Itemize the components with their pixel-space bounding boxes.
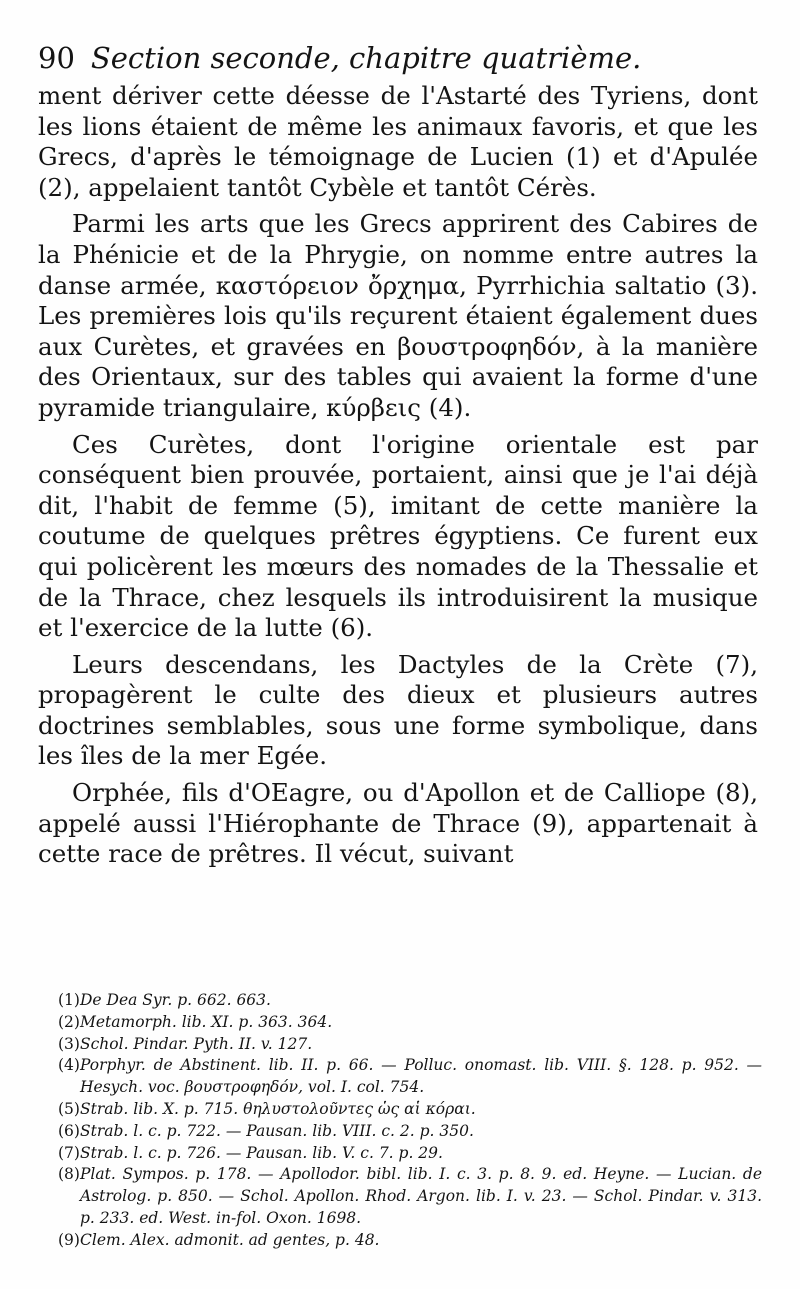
paragraph: Ces Curètes, dont l'origine orientale est par conséquent bien prouvée, portaient, ainsi que je l'ai déjà dit, l'habit de femme (5), imitant de cette manière la coutume de quelques prêtres égyptiens. Ce furent eux qui policèrent les mœurs des nomades de la Thessalie et de la Thrace, chez lesquels ils introduisirent la musique et l'exercice de la lutte (6). (38, 429, 758, 643)
footnote-number: (3) (58, 1034, 80, 1053)
footnote-text: Clem. Alex. admonit. ad gentes, p. 48. (80, 1230, 380, 1249)
footnote-number: (5) (58, 1099, 80, 1118)
paragraph: Leurs descendans, les Dactyles de la Crète (7), propagèrent le culte des dieux et plusieurs autres doctrines semblables, sous une forme symbolique, dans les îles de la mer Egée. (38, 649, 758, 771)
footnote-text: Strab. l. c. p. 722. — Pausan. lib. VIII. c. 2. p. 350. (80, 1121, 474, 1140)
paragraph: Orphée, fils d'OEagre, ou d'Apollon et de Calliope (8), appelé aussi l'Hiérophante de Thrace (9), appartenait à cette race de prêtres. Il vécut, suivant (38, 778, 758, 869)
footnote-number: (2) (58, 1012, 80, 1031)
footnote (58, 1164, 762, 1229)
footnote-number: (4) (58, 1056, 80, 1075)
footnote (58, 1230, 762, 1252)
footnote (58, 990, 762, 1012)
main-text (38, 81, 758, 876)
footnote-text: Porphyr. de Abstinent. lib. II. p. 66. — Polluc. onomast. lib. VIII. §. 128. p. 952. — Hesych. voc. βουστροφηδόν, vol. I. col. 754. (80, 1056, 762, 1097)
footnote-text: Plat. Sympos. p. 178. — Apollodor. bibl. lib. I. c. 3. p. 8. 9. ed. Heyne. — Lucian. de Astrolog. p. 850. — Schol. Apollon. Rhod. Argon. lib. I. v. 23. — Schol. Pindar. v. 313. p. 233. ed. West. in-fol. Oxon. 1698. (80, 1165, 762, 1227)
footnote-text: De Dea Syr. p. 662. 663. (80, 991, 271, 1009)
footnote (58, 1143, 762, 1165)
footnotes (58, 990, 762, 1252)
footnote-text: Metamorph. lib. XI. p. 363. 364. (80, 1012, 333, 1031)
paragraph: ment dériver cette déesse de l'Astarté des Tyriens, dont les lions étaient de même les animaux favoris, et que les Grecs, d'après le témoignage de Lucien (1) et d'Apulée (2), appelaient tantôt Cybèle et tantôt Cérès. (38, 81, 758, 202)
footnote-text: Schol. Pindar. Pyth. II. v. 127. (80, 1034, 313, 1053)
footnote (58, 1099, 762, 1121)
footnote-number: (7) (58, 1143, 80, 1162)
footnote-number: (8) (58, 1165, 80, 1184)
running-header (38, 38, 758, 78)
footnote (58, 1121, 762, 1143)
footnote-text: Strab. l. c. p. 726. — Pausan. lib. V. c. 7. p. 29. (80, 1143, 443, 1162)
footnote-number: (1) (58, 991, 80, 1009)
footnote (58, 1055, 762, 1099)
footnote (58, 1034, 762, 1056)
footnote (58, 1012, 762, 1034)
footnote-text: Strab. lib. X. p. 715. θηλυστολοῦντες ὡς αἱ κόραι. (80, 1099, 476, 1118)
footnote-number: (6) (58, 1121, 80, 1140)
paragraph: Parmi les arts que les Grecs apprirent des Cabires de la Phénicie et de la Phrygie, on nomme entre autres la danse armée, καστόρειον ὄρχημα, Pyrrhichia saltatio (3). Les premières lois qu'ils reçurent étaient également dues aux Curètes, et gravées en βουστροφηδόν, à la manière des Orientaux, sur des tables qui avaient la forme d'une pyramide triangulaire, κύρβεις (4). (38, 209, 758, 422)
page-number: 90 (38, 41, 75, 75)
footnote-number: (9) (58, 1230, 80, 1249)
running-title: Section seconde, chapitre quatrième. (90, 41, 642, 75)
